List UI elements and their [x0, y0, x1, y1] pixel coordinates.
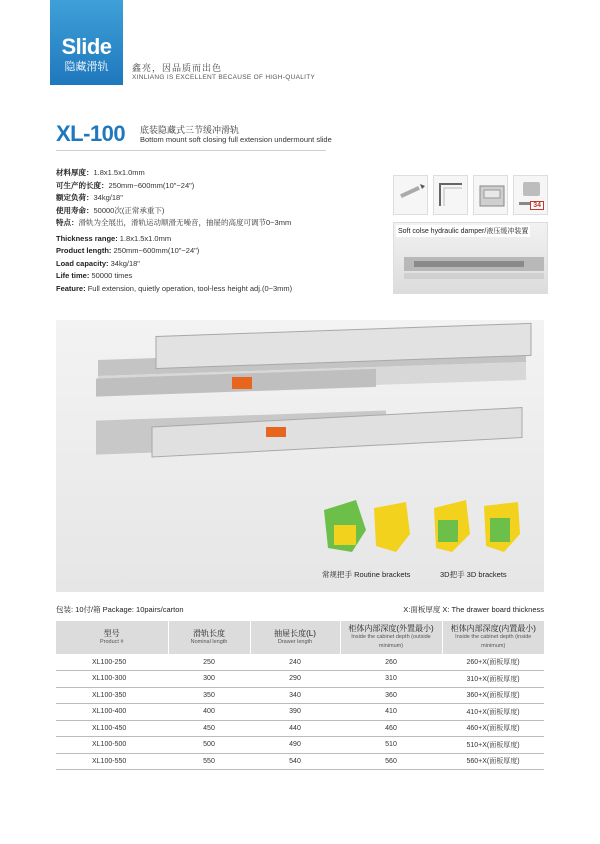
- slogan-en: XINLIANG IS EXCELLENT BECAUSE OF HIGH-QUALITY: [132, 74, 316, 81]
- drawer-icon: [473, 175, 508, 215]
- header-outside-minimum: 柜体内部深度(外置最小) Inside the cabinet depth (outside minimum): [340, 621, 442, 654]
- spec-row-cn: 材料厚度：1.8x1.5x1.0mm: [56, 168, 145, 177]
- spec-row-en: Load capacity: 34kg/18": [56, 258, 140, 268]
- product-photo: [56, 320, 544, 592]
- model-code: XL-100: [56, 121, 126, 146]
- table-row: XL100-300 300 290 310 310+X(面板厚度): [56, 671, 544, 688]
- thickness-gauge-icon: [393, 175, 428, 215]
- spec-row-cn: 使用寿命：50000次(正常承重下): [56, 205, 165, 215]
- header-drawer-length: 抽屉长度(L) Drawer length: [250, 621, 340, 654]
- spec-row-en: Product length: 250mm~600mm(10"~24"): [56, 246, 200, 255]
- header-inside-minimum: 柜体内部深度(内置最小) Inside the cabinet depth (inside minimum): [442, 621, 544, 654]
- table-row: XL100-350 350 340 360 360+X(面板厚度): [56, 687, 544, 704]
- table-header-row: [56, 621, 544, 654]
- model-name-en: Bottom mount soft closing full extension undermount slide: [140, 135, 332, 144]
- caption-routine-brackets: 常规把手 Routine brackets: [322, 570, 411, 579]
- table-row: XL100-550 550 540 560 560+X(面板厚度): [56, 753, 544, 770]
- logo-title: Slide: [61, 34, 112, 59]
- length-angle-icon: [433, 175, 468, 215]
- caption-3d-brackets: 3D把手 3D brackets: [440, 570, 507, 579]
- table-row: XL100-250 250 240 260 260+X(面板厚度): [56, 654, 544, 671]
- routine-bracket-image: [324, 500, 410, 552]
- title-divider: [56, 150, 326, 151]
- packaging-info: 包装: 10付/箱 Package: 10pairs/carton: [56, 605, 184, 614]
- spec-row-cn: 额定负荷：34kg/18": [56, 193, 123, 202]
- spec-table: [56, 621, 544, 770]
- weight-load-icon: [513, 175, 548, 215]
- spec-row-en: Life time: 50000 times: [56, 271, 133, 280]
- spec-row-cn: 可生产的长度：250mm~600mm(10"~24"): [56, 180, 195, 190]
- table-row: XL100-400 400 390 410 410+X(面板厚度): [56, 704, 544, 721]
- model-name-cn: 底装隐藏式三节缓冲滑轨: [140, 125, 240, 135]
- spec-row-en: Thickness range: 1.8x1.5x1.0mm: [56, 233, 172, 243]
- 3d-bracket-image: [434, 500, 520, 552]
- table-row: XL100-500 500 490 510 510+X(面板厚度): [56, 737, 544, 754]
- header-product: 型号 Product #: [56, 621, 168, 654]
- load-badge: 34: [530, 201, 544, 210]
- brand-logo: [50, 0, 123, 85]
- board-thickness-note: X:面板厚度 X: The drawer board thickness: [403, 605, 544, 614]
- damper-detail: [393, 222, 548, 294]
- header-nominal-length: 滑轨长度 Nominal length: [168, 621, 250, 654]
- spec-row-en: Feature: Full extension, quietly operation, tool-less height adj.(0~3mm): [56, 283, 293, 293]
- spec-row-cn: 特点：滑轨为全展出，滑轨运动顺滑无噪音，抽屉的高度可调节0~3mm: [56, 218, 292, 227]
- logo-subtitle: 隐藏滑轨: [64, 61, 109, 73]
- spec-list: [56, 167, 292, 295]
- table-row: XL100-450 450 440 460 460+X(面板厚度): [56, 720, 544, 737]
- slogan-cn: 鑫亮，因品质而出色: [132, 63, 223, 73]
- feature-icons: [393, 175, 553, 217]
- damper-label: Soft colse hydraulic damper/液压缓冲装置: [396, 225, 530, 237]
